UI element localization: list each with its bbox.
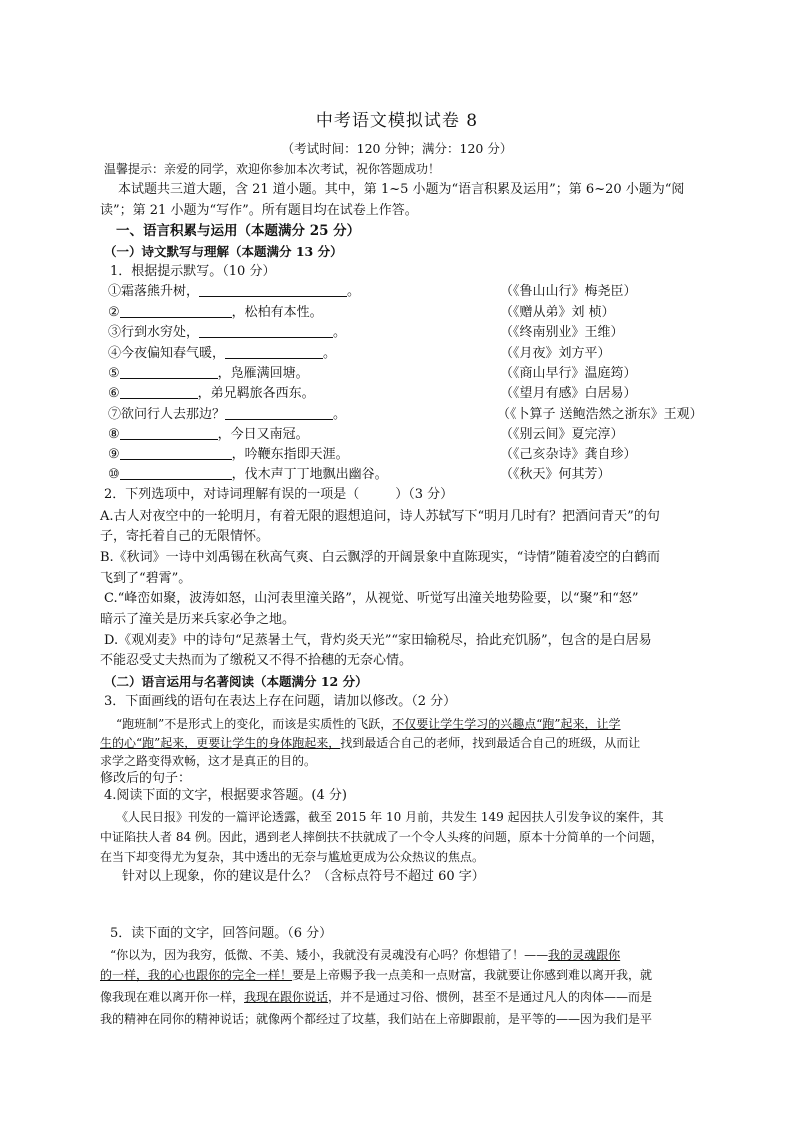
q4-passage-line1: 《人民日报》刊发的一篇评论透露，截至 2015 年 10 月前，共发生 149 起因扶人引发争议的案件，其 — [116, 810, 664, 824]
warm-tip: 温馨提示：亲爱的同学，欢迎你参加本次考试，祝你答题成功！ — [104, 162, 441, 176]
q2-option-b-line1: B.《秋词》一诗中刘禹锡在秋高气爽、白云飘浮的开阔景象中直陈现实，“诗情”随着凌空的白鹤而 — [100, 550, 660, 565]
q3-passage-line3: 求学之路变得欢畅，这才是真正的目的。 — [100, 754, 317, 768]
q1-source-2: （《赠从弟》刘 桢） — [500, 305, 615, 320]
intro-line-2: 读”；第 21 小题为“写作”。所有题目均在试卷上作答。 — [100, 203, 418, 218]
q1-source-10: （《秋天》何其芳） — [500, 467, 611, 482]
q1-item-4: ④今夜偏知春气暖， 。 — [108, 346, 337, 361]
underlined-sentence: 我的灵魂跟你 — [548, 948, 621, 962]
answer-blank[interactable] — [120, 426, 218, 440]
q2-option-a-line2: 子，寄托着自己的无限情怀。 — [100, 529, 270, 544]
answer-blank[interactable] — [120, 446, 232, 460]
q5-passage-line4: 我的精神在同你的精神说话；就像两个都经过了坟墓，我们站在上帝脚跟前，是平等的——因为我们是平 — [100, 1012, 653, 1026]
underlined-sentence: 的一样，我的心也跟你的完全一样！ — [100, 968, 293, 982]
q1-source-8: （《别云间》夏完淳） — [500, 427, 624, 442]
answer-blank[interactable] — [120, 385, 198, 399]
page-title: 中考语文模拟试卷 8 — [315, 111, 479, 131]
q2-option-c-line2: 暗示了潼关是历来兵家必争之地。 — [100, 612, 296, 627]
q4-passage-line2: 中证陷扶人者 84 例。因此，遇到老人摔倒扶不扶就成了一个令人头疼的问题，原本十分简单的一个问题， — [100, 830, 663, 844]
q3-passage-line1: “跑班制”不是形式上的变化，而该是实质性的飞跃，不仅要让学生学习的兴趣点“跑”起来，让学 — [116, 717, 621, 731]
q2-option-d-line1: D.《观刈麦》中的诗句“足蒸暑土气，背灼炎天光”“家田输税尽，拾此充饥肠”，包含的是白居易 — [104, 633, 652, 648]
q1-stem: 1．根据提示默写。（10 分） — [110, 264, 276, 279]
underlined-sentence: 我现在跟你说话 — [244, 990, 329, 1004]
q1-item-6: ⑥ ，弟兄羁旅各西东。 — [108, 386, 315, 401]
q1-item-7: ⑦欲问行人去那边？ 。 — [108, 407, 347, 422]
answer-blank[interactable] — [199, 324, 333, 338]
q3-answer-label: 修改后的句子： — [100, 771, 192, 786]
answer-blank[interactable] — [120, 466, 232, 480]
q2-option-d-line2: 不能忍受丈夫热而为了缴税又不得不拾穗的无奈心情。 — [100, 653, 413, 668]
section1-heading: （一）诗文默写与理解（本题满分 13 分） — [104, 244, 343, 259]
q2-option-a-line1: A.古人对夜空中的一轮明月，有着无限的遐想追问，诗人苏轼写下“明月几时有？把酒问青天”的句 — [100, 509, 660, 524]
q1-source-5: （《商山早行》温庭筠） — [500, 366, 637, 381]
q1-item-2: ② ，松柏有本性。 — [108, 305, 323, 320]
q5-passage-line2: 的一样，我的心也跟你的完全一样！要是上帝赐予我一点美和一点财富，我就要让你感到难以离开我，就 — [100, 968, 653, 982]
answer-blank[interactable] — [225, 345, 323, 359]
q1-item-8: ⑧ ，今日又南冠。 — [108, 427, 309, 442]
underlined-sentence: 生的心“跑”起来，更要让学生的身体跑起来， — [100, 736, 341, 750]
part1-heading: 一、语言积累与运用（本题满分 25 分） — [116, 223, 361, 239]
answer-blank[interactable] — [120, 304, 232, 318]
underlined-sentence: 不仅要让学生学习的兴趣点“跑”起来，让学 — [392, 717, 621, 731]
q1-item-5: ⑤ ，凫雁满回塘。 — [108, 366, 309, 381]
answer-blank[interactable] — [225, 406, 333, 420]
q1-item-10: ⑩ ，伐木声丁丁地飘出幽谷。 — [108, 467, 388, 482]
answer-blank[interactable] — [120, 365, 218, 379]
exam-time-info: （考试时间：120 分钟；满分：120 分） — [281, 141, 513, 156]
q2-option-c-line1: C.“峰峦如聚，波涛如怒，山河表里潼关路”，从视觉、听觉写出潼关地势险要，以“聚”和“怒” — [104, 591, 639, 606]
q1-source-4: （《月夜》刘方平） — [500, 346, 611, 361]
q1-item-1: ①霜落熊升树， 。 — [108, 284, 361, 299]
q3-stem: 3．下面画线的语句在表达上存在问题，请加以修改。（2 分） — [104, 694, 457, 709]
q5-passage-line3: 像我现在难以离开你一样，我现在跟你说话，并不是通过习俗、惯例，甚至不是通过凡人的肉体——而是 — [100, 990, 653, 1004]
q2-stem: 2．下列选项中，对诗词理解有误的一项是（ ）（3 分） — [104, 487, 454, 502]
q1-source-6: （《望月有感》白居易） — [500, 386, 637, 401]
q1-item-3: ③行到水穷处， 。 — [108, 325, 347, 340]
q5-stem: 5．读下面的文字，回答问题。（6 分） — [110, 926, 333, 941]
q1-item-9: ⑨ ，吟鞭东指即天涯。 — [108, 447, 349, 462]
q4-stem: 4.阅读下面的文字，根据要求答题。(4 分) — [104, 788, 347, 803]
answer-blank[interactable] — [199, 283, 347, 297]
q1-source-9: （《己亥杂诗》龚自珍） — [500, 447, 637, 462]
q4-passage-line3: 在当下却变得尤为复杂，其中透出的无奈与尴尬更成为公众热议的焦点。 — [100, 850, 485, 864]
q1-source-3: （《终南别业》王维） — [500, 325, 624, 340]
q5-passage-line1: “你以为，因为我穷，低微、不美、矮小，我就没有灵魂没有心吗？你想错了！——我的灵魂跟你 — [110, 948, 621, 962]
q4-question: 针对以上现象，你的建议是什么？（含标点符号不超过 60 字） — [122, 869, 485, 884]
q1-source-1: （《鲁山山行》梅尧臣） — [500, 284, 637, 299]
q1-source-7: （《卜算子 送鲍浩然之浙东》王观） — [497, 407, 703, 422]
section2-heading: （二）语言运用与名著阅读（本题满分 12 分） — [104, 674, 368, 689]
q2-option-b-line2: 飞到了“碧霄”。 — [100, 571, 192, 586]
q3-passage-line2: 生的心“跑”起来，更要让学生的身体跑起来，找到最适合自己的老师，找到最适合自己的班级，从而让 — [100, 736, 641, 750]
intro-line-1: 本试题共三道大题，含 21 道小题。其中，第 1~5 小题为“语言积累及运用”；第 6~20 小题为“阅 — [118, 182, 685, 197]
